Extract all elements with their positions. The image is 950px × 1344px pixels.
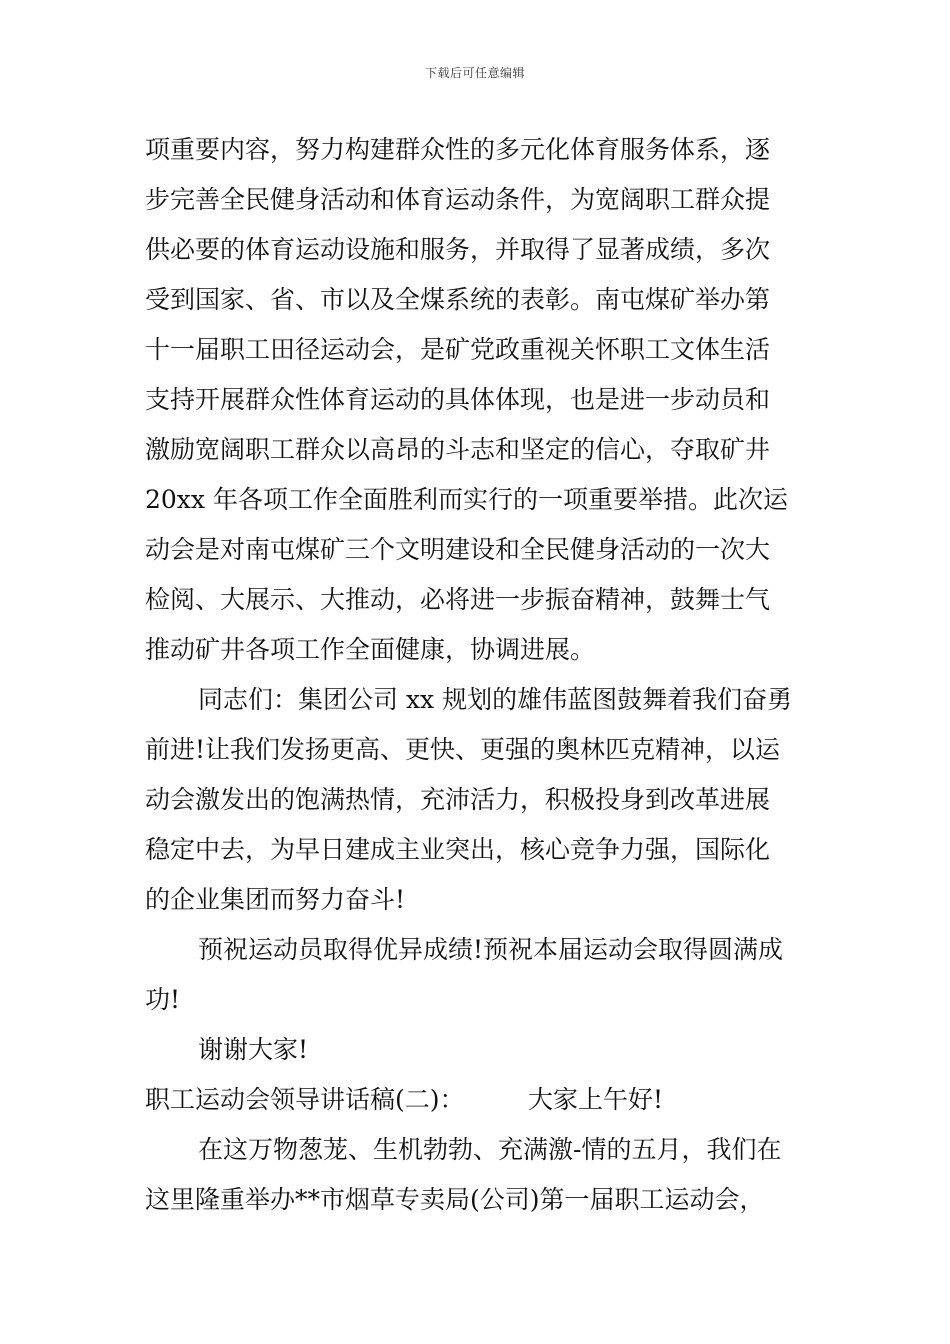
text-line: 的企业集团而努力奋斗! xyxy=(145,885,406,914)
text-line: 稳定中去，为早日建成主业突出，核心竞争力强，国际化 xyxy=(145,835,771,864)
text-line: 推动矿井各项工作全面健康，协调进展。 xyxy=(145,635,596,664)
text-line: 动会是对南屯煤矿三个文明建设和全民健身活动的一次大 xyxy=(145,535,771,564)
paragraph-start: 同志们：集团公司 xx 规划的雄伟蓝图鼓舞着我们奋勇 xyxy=(198,685,793,714)
section-heading xyxy=(145,1075,810,1125)
text-line: 十一届职工田径运动会，是矿党政重视关怀职工文体生活 xyxy=(145,335,771,364)
text-line: 步完善全民健身活动和体育运动条件，为宽阔职工群众提 xyxy=(145,185,771,214)
paragraph-start: 在这万物葱茏、生机勃勃、充满激-情的五月，我们在 xyxy=(198,1135,782,1164)
closing-thanks: 谢谢大家! xyxy=(198,1035,309,1064)
text-line: 受到国家、省、市以及全煤系统的表彰。南屯煤矿举办第 xyxy=(145,285,771,314)
page-header-note: 下载后可任意编辑 xyxy=(424,66,525,80)
text-line: 动会激发出的饱满热情，充沛活力，积极投身到改革进展 xyxy=(145,785,771,814)
paragraph-start: 预祝运动员取得优异成绩!预祝本届运动会取得圆满成 xyxy=(198,935,784,964)
document-body xyxy=(145,125,810,1225)
text-line: 这里隆重举办**市烟草专卖局(公司)第一届职工运动会， xyxy=(145,1185,765,1214)
text-line: 供必要的体育运动设施和服务，并取得了显著成绩，多次 xyxy=(145,235,771,264)
text-line: 前进!让我们发扬更高、更快、更强的奥林匹克精神，以运 xyxy=(145,735,781,764)
text-line: 激励宽阔职工群众以高昂的斗志和坚定的信心，夺取矿井 xyxy=(145,435,771,464)
text-line: 功! xyxy=(145,985,181,1014)
text-line: 20xx 年各项工作全面胜利而实行的一项重要举措。此次运 xyxy=(145,485,788,514)
text-line: 检阅、大展示、大推动，必将进一步振奋精神，鼓舞士气 xyxy=(145,585,771,614)
text-line: 支持开展群众性体育运动的具体体现，也是进一步动员和 xyxy=(145,385,771,414)
section-greeting: 大家上午好! xyxy=(528,1085,664,1114)
text-line: 项重要内容，努力构建群众性的多元化体育服务体系，逐 xyxy=(145,135,771,164)
section-title: 职工运动会领导讲话稿(二)： xyxy=(145,1085,465,1114)
